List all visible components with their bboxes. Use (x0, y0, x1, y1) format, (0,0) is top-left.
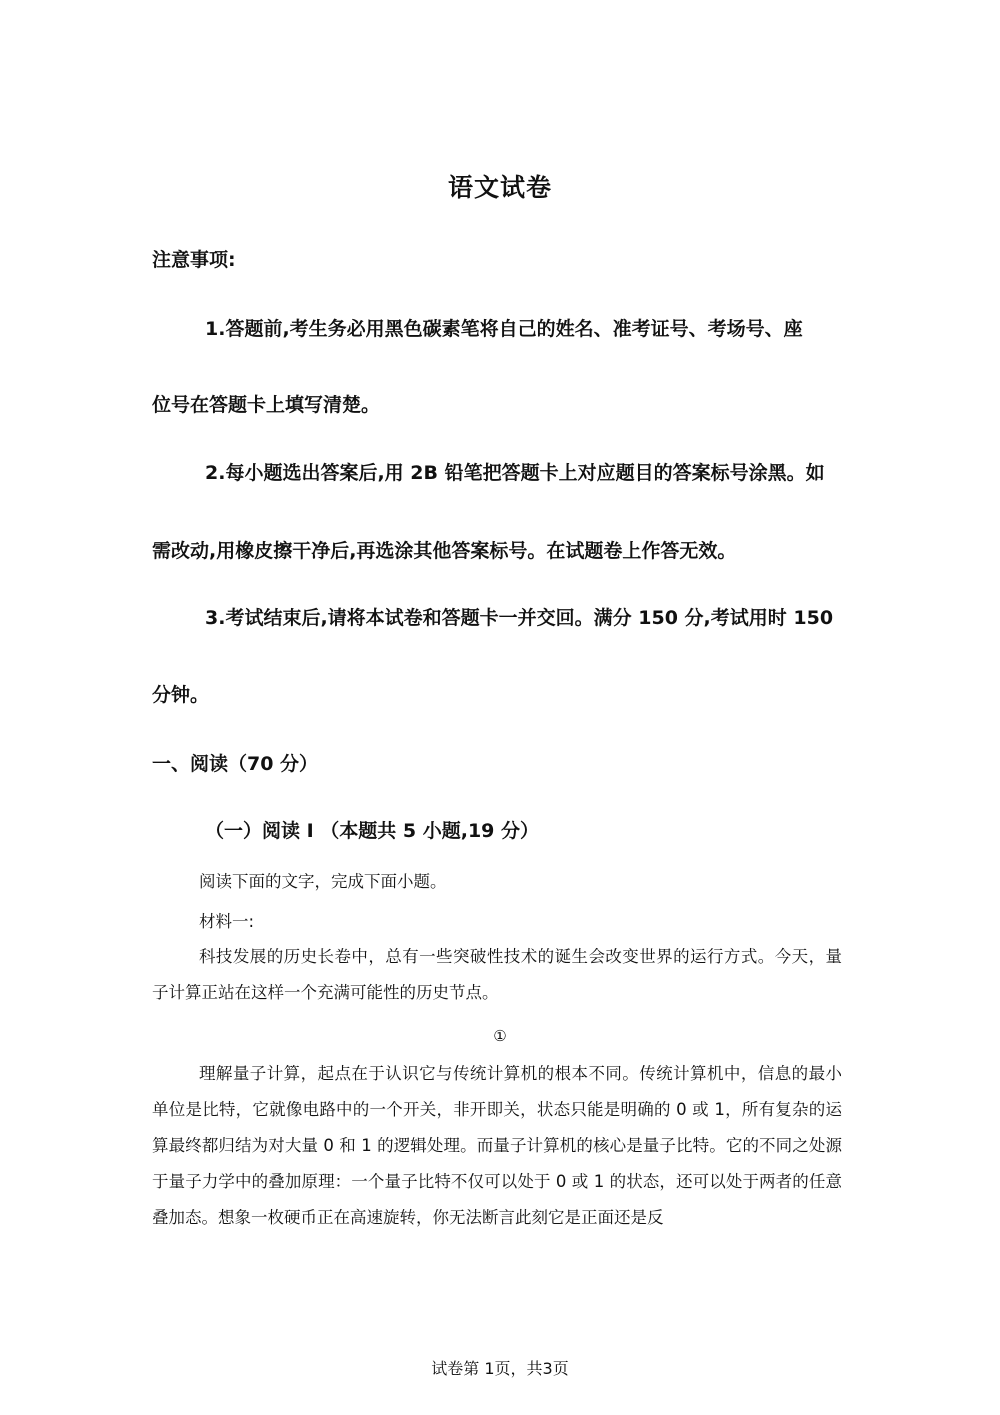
notice-item-1-line-2: 位号在答题卡上填写清楚。 (152, 394, 381, 416)
notice-item-3-line-2: 分钟。 (152, 684, 210, 706)
page-title: 语文试卷 (447, 173, 552, 202)
subsection-heading: （一）阅读 I （本题共 5 小题,19 分） (205, 820, 540, 842)
notice-item-1-line-1: 1.答题前,考生务必用黑色碳素笔将自己的姓名、准考证号、考场号、座 (205, 318, 803, 340)
material-label: 材料一: (199, 912, 255, 931)
notice-item-2-line-2: 需改动,用橡皮擦干净后,再选涂其他答案标号。在试题卷上作答无效。 (152, 540, 737, 562)
section-heading: 一、阅读（70 分） (152, 753, 319, 775)
notice-item-2-line-1: 2.每小题选出答案后,用 2B 铅笔把答题卡上对应题目的答案标号涂黑。如 (205, 462, 825, 484)
blank-marker: ① (493, 1027, 507, 1045)
material-paragraph-1: 科技发展的历史长卷中，总有一些突破性技术的诞生会改变世界的运行方式。今天，量子计算正站在这样一个充满可能性的历史节点。 (152, 947, 842, 1002)
page-footer: 试卷第 1页，共3页 (431, 1359, 569, 1378)
notice-item-3-line-1: 3.考试结束后,请将本试卷和答题卡一并交回。满分 150 分,考试用时 150 (205, 607, 834, 629)
reading-instruction: 阅读下面的文字，完成下面小题。 (199, 872, 447, 891)
material-paragraph-2: 理解量子计算，起点在于认识它与传统计算机的根本不同。传统计算机中，信息的最小单位是比特，它就像电路中的一个开关，非开即关，状态只能是明确的 0 或 1，所有复杂的运算最终都归结为对大量 0 和 1 的逻辑处理。而量子计算机的核心是量子比特。它的不同之处源于量子力学中的叠加原理：一个量子比特不仅可以处于 0 或 1 的状态，还可以处于两者的任意叠加态。想象一枚硬币正在高速旋转，你无法断言此刻它是正面还是反 (152, 1064, 842, 1227)
notice-heading: 注意事项: (152, 249, 236, 271)
